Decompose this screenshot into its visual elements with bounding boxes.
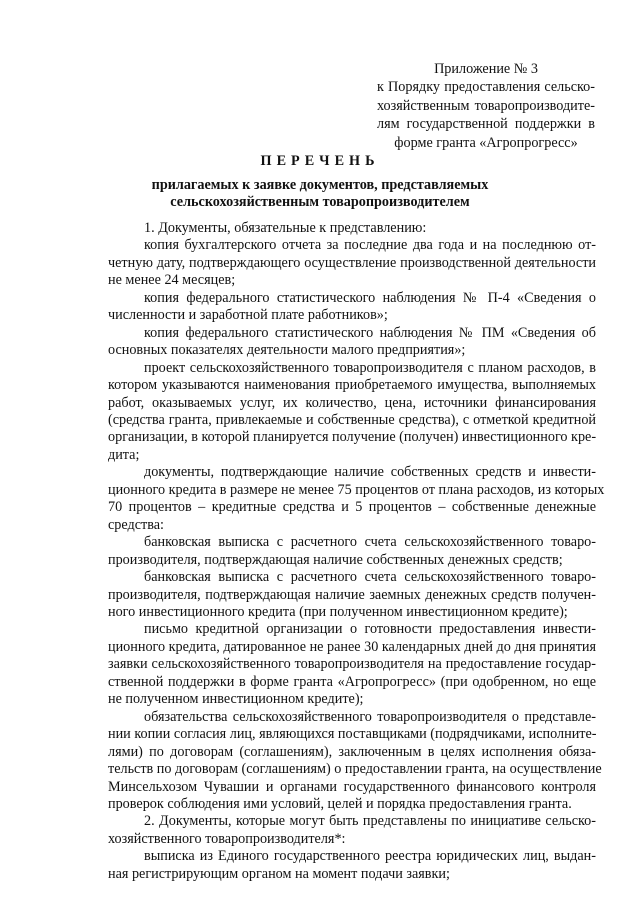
heading-subtitle-line: сельскохозяйственным товаропроизводителем	[170, 194, 470, 210]
document-paragraph	[108, 360, 596, 465]
paragraph-line: заявки сельскохозяйственного товаропроизводителя на предоставление государ-	[108, 656, 596, 673]
paragraph-line: нии копии согласия лиц, являющихся поставщиками (подрядчиками, исполните-	[108, 726, 597, 743]
paragraph-line: лями) по договорам (соглашениям), заключенным в целях исполнения обяза-	[108, 743, 596, 760]
paragraph-line: Минсельхозом Чувашии и органами государственного финансового контроля	[108, 778, 596, 795]
document-paragraph	[108, 534, 596, 569]
paragraph-line: обязательства сельскохозяйственного товаропроизводителя о представле-	[144, 708, 596, 725]
paragraph-line: дита;	[108, 446, 140, 463]
paragraph-line: копия бухгалтерского отчета за последние два года и на последнюю от-	[144, 237, 596, 254]
document-paragraph	[108, 848, 596, 883]
paragraph-line: производителя, подтверждающая наличие собственных денежных средств;	[108, 551, 563, 568]
paragraph-line: 70 процентов – кредитные средства и 5 процентов – собственные денежные	[108, 499, 596, 516]
paragraph-line: четную дату, подтверждающего осуществление производственной деятельности	[108, 254, 596, 271]
paragraph-line: основных показателях деятельности малого предприятия»;	[108, 342, 466, 359]
document-paragraph	[108, 325, 596, 360]
paragraph-line: работ, оказываемых услуг, их количество, цена, источники финансирования	[108, 394, 596, 411]
paragraph-line: тельств по договорам (соглашениям) о предоставлении гранта, на осуществление	[108, 761, 602, 778]
paragraph-line: копия федерального статистического наблюдения № ПМ «Сведения об	[144, 324, 596, 341]
paragraph-line: производителя, подтверждающая наличие заемных денежных средств получен-	[108, 586, 596, 603]
appendix-line: хозяйственным товаропроизводите-	[377, 97, 595, 114]
document-paragraph	[108, 464, 605, 534]
paragraph-line: 2. Документы, которые могут быть представлены по инициативе сельско-	[144, 813, 596, 830]
paragraph-line: ная регистрирующим органом на момент подачи заявки;	[108, 865, 450, 882]
document-heading	[120, 153, 520, 212]
paragraph-line: копия федерального статистического наблюдения № П-4 «Сведения о	[144, 289, 596, 306]
paragraph-line: хозяйственного товаропроизводителя*:	[108, 830, 346, 847]
paragraph-line: организации, в которой планируется получение (получен) инвестиционного кре-	[108, 429, 597, 446]
paragraph-line: ционного кредита в размере не менее 75 процентов от плана расходов, из которых	[108, 481, 605, 498]
paragraph-line: средства:	[108, 516, 164, 533]
appendix-line: к Порядку предоставления сельско-	[377, 79, 595, 96]
document-body	[108, 220, 605, 883]
paragraph-line: банковская выписка с расчетного счета сельскохозяйственного товаро-	[144, 569, 596, 586]
heading-title: ПЕРЕЧЕНЬ	[260, 153, 380, 169]
paragraph-line: ционного кредита, датированное не ранее 30 календарных дней до дня принятия	[108, 638, 597, 655]
paragraph-line: документы, подтверждающие наличие собственных средств и инвести-	[144, 464, 596, 481]
paragraph-line: 1. Документы, обязательные к представлению:	[144, 220, 427, 236]
paragraph-line: проверок соблюдения ими условий, целей и порядка предоставления гранта.	[108, 795, 572, 812]
appendix-block	[377, 60, 595, 152]
document-paragraph	[108, 708, 602, 814]
document-paragraph	[108, 237, 596, 289]
paragraph-line: проект сельскохозяйственного товаропроизводителя с планом расходов, в	[144, 359, 596, 376]
document-paragraph	[108, 621, 596, 708]
document-paragraph	[108, 290, 596, 325]
heading-subtitle-line: прилагаемых к заявке документов, представляемых	[151, 176, 489, 193]
paragraph-line: численности и заработной плате работников»;	[108, 307, 388, 324]
paragraph-line: не менее 24 месяцев;	[108, 272, 236, 289]
document-paragraph	[108, 220, 596, 237]
appendix-line: форме гранта «Агропрогресс»	[394, 134, 578, 151]
paragraph-line: котором указываются наименования приобретаемого имущества, выполняемых	[108, 377, 596, 394]
paragraph-line: (средства гранта, привлекаемые и собственные средства), с отметкой кредитной	[108, 411, 596, 428]
appendix-title: Приложение № 3	[434, 61, 538, 77]
paragraph-line: банковская выписка с расчетного счета сельскохозяйственного товаро-	[144, 534, 596, 551]
appendix-line: лям государственной поддержки в	[377, 116, 595, 133]
paragraph-line: выписка из Единого государственного реестра юридических лиц, выдан-	[144, 848, 596, 865]
document-paragraph	[108, 569, 596, 621]
document-paragraph	[108, 813, 596, 848]
paragraph-line: письмо кредитной организации о готовности предоставления инвести-	[144, 621, 596, 638]
paragraph-line: ного инвестиционного кредита (при полученном инвестиционном кредите);	[108, 603, 568, 620]
paragraph-line: не полученном инвестиционном кредите);	[108, 691, 364, 708]
paragraph-line: ственной поддержки в форме гранта «Агропрогресс» (при одобренном, но еще	[108, 673, 596, 690]
